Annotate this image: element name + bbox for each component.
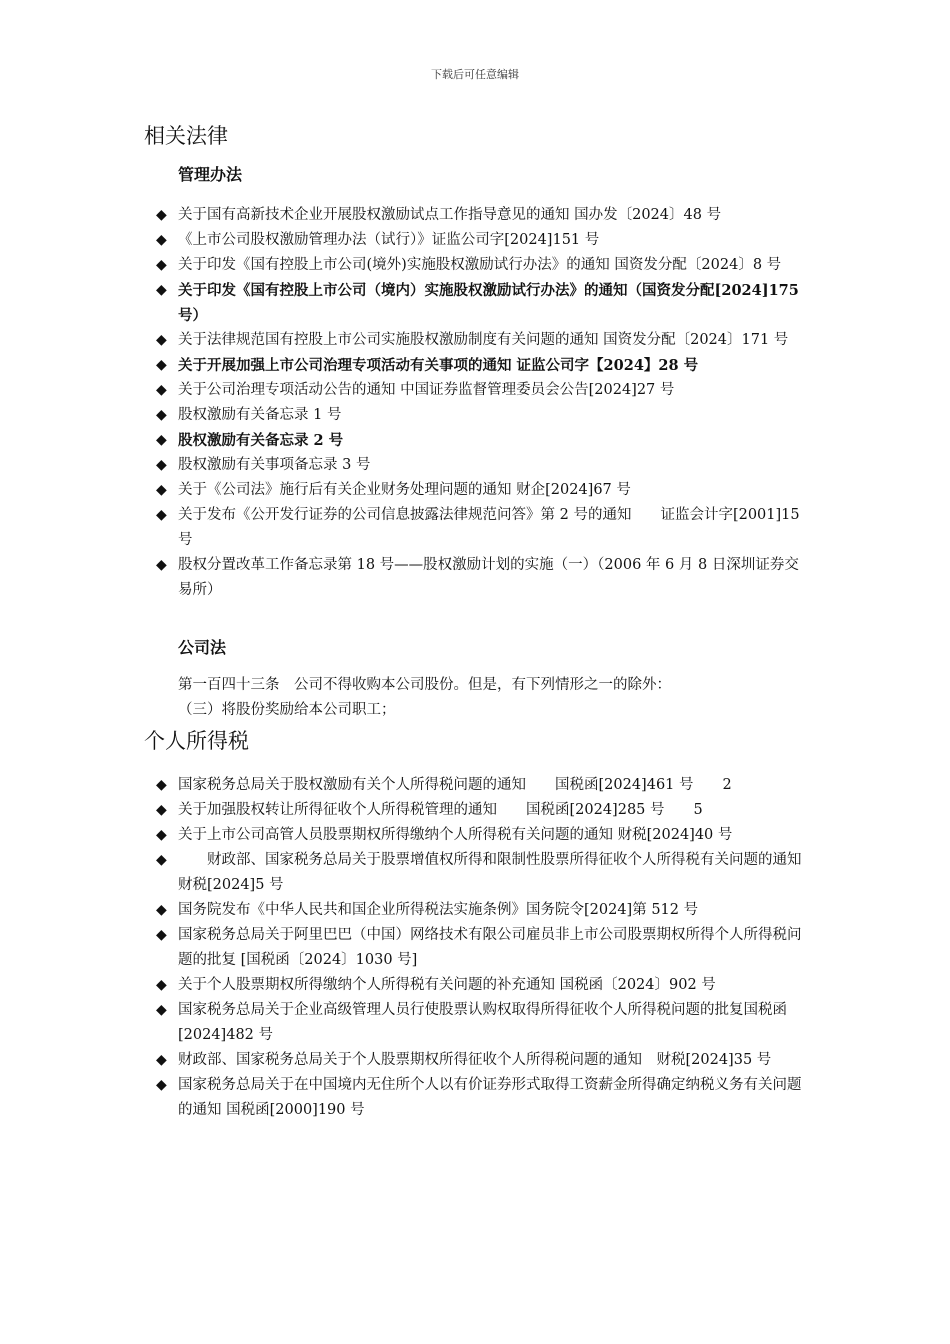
- list-item-text: 关于国有高新技术企业开展股权激励试点工作指导意见的通知 国办发〔2024〕48 号: [178, 207, 722, 223]
- list-item: [144, 203, 808, 228]
- document-body: [144, 118, 831, 1123]
- list-item: [144, 973, 808, 998]
- list-item: [144, 923, 808, 973]
- list-item-text: 国务院发布《中华人民共和国企业所得税法实施条例》国务院令[2024]第 512 号: [178, 902, 699, 918]
- list-item: [144, 898, 808, 923]
- diamond-bullet-icon: ◆: [156, 1052, 167, 1068]
- list-item-text: 《上市公司股权激励管理办法（试行）》证监公司字[2024]151 号: [178, 232, 600, 248]
- list-item: [144, 403, 808, 428]
- list-item: [144, 428, 808, 453]
- diamond-bullet-icon: ◆: [156, 457, 167, 473]
- list-item-text: 财政部、国家税务总局关于个人股票期权所得征收个人所得税问题的通知 财税[2024]35 号: [178, 1052, 772, 1068]
- list-item-text: 关于开展加强上市公司治理专项活动有关事项的通知 证监公司字【2024】28 号: [178, 357, 699, 374]
- list-item-text: 关于印发《国有控股上市公司(境外)实施股权激励试行办法》的通知 国资发分配〔2024〕8 号: [178, 257, 782, 273]
- list-item-text: 国家税务总局关于企业高级管理人员行使股票认购权取得所得征收个人所得税问题的批复国税函[2024]482 号: [178, 1002, 787, 1043]
- diamond-bullet-icon: ◆: [156, 232, 167, 248]
- diamond-bullet-icon: ◆: [156, 332, 167, 348]
- diamond-bullet-icon: ◆: [156, 902, 167, 918]
- diamond-bullet-icon: ◆: [156, 382, 167, 398]
- list-item: [144, 848, 831, 898]
- list-item: [144, 503, 808, 553]
- list-item: [144, 798, 808, 823]
- list-item-text: 关于《公司法》施行后有关企业财务处理问题的通知 财企[2024]67 号: [178, 482, 631, 498]
- diamond-bullet-icon: ◆: [156, 432, 167, 448]
- list-item-text: 关于上市公司高管人员股票期权所得缴纳个人所得税有关问题的通知 财税[2024]40 号: [178, 827, 733, 843]
- diamond-bullet-icon: ◆: [156, 1002, 167, 1018]
- law-list: [144, 203, 808, 603]
- diamond-bullet-icon: ◆: [156, 282, 167, 298]
- list-item-text: 关于个人股票期权所得缴纳个人所得税有关问题的补充通知 国税函〔2024〕902 号: [178, 977, 716, 993]
- list-item-text: 国家税务总局关于股权激励有关个人所得税问题的通知 国税函[2024]461 号 2: [178, 777, 732, 793]
- list-item: [144, 328, 808, 353]
- list-item-text: 国家税务总局关于阿里巴巴（中国）网络技术有限公司雇员非上市公司股票期权所得个人所得税问题的批复 [国税函〔2024〕1030 号]: [178, 927, 802, 968]
- diamond-bullet-icon: ◆: [156, 557, 167, 573]
- diamond-bullet-icon: ◆: [156, 777, 167, 793]
- page-header: 下载后可任意编辑: [431, 68, 519, 81]
- diamond-bullet-icon: ◆: [156, 357, 167, 373]
- list-item: [144, 353, 808, 378]
- list-item-text: 股权激励有关事项备忘录 3 号: [178, 457, 371, 473]
- diamond-bullet-icon: ◆: [156, 207, 167, 223]
- list-item: [144, 453, 808, 478]
- list-item: [144, 478, 808, 503]
- list-item-text: 关于印发《国有控股上市公司（境内）实施股权激励试行办法》的通知（国资发分配[2024]175 号）: [178, 282, 799, 324]
- diamond-bullet-icon: ◆: [156, 977, 167, 993]
- section-title-law: 相关法律: [144, 124, 228, 148]
- diamond-bullet-icon: ◆: [156, 927, 167, 943]
- diamond-bullet-icon: ◆: [156, 802, 167, 818]
- list-item: [144, 1048, 808, 1073]
- list-item-text: 财政部、国家税务总局关于股票增值权所得和限制性股票所得征收个人所得税有关问题的通知 财税[2024]5 号: [178, 852, 831, 893]
- list-item-text: 股权分置改革工作备忘录第 18 号——股权激励计划的实施（一）（2006 年 6 月 8 日深圳证券交易所）: [178, 557, 799, 598]
- diamond-bullet-icon: ◆: [156, 482, 167, 498]
- list-item-text: 关于法律规范国有控股上市公司实施股权激励制度有关问题的通知 国资发分配〔2024〕171 号: [178, 332, 789, 348]
- list-item: [144, 378, 808, 403]
- list-item: [144, 773, 808, 798]
- list-item-text: 股权激励有关备忘录 1 号: [178, 407, 342, 423]
- list-item: [144, 253, 808, 278]
- diamond-bullet-icon: ◆: [156, 507, 167, 523]
- section-title-income-tax: 个人所得税: [144, 729, 249, 753]
- diamond-bullet-icon: ◆: [156, 852, 167, 868]
- list-item-text: 关于加强股权转让所得征收个人所得税管理的通知 国税函[2024]285 号 5: [178, 802, 703, 818]
- list-item: [144, 823, 808, 848]
- list-item: [144, 1073, 808, 1123]
- diamond-bullet-icon: ◆: [156, 1077, 167, 1093]
- list-item: [144, 278, 808, 328]
- diamond-bullet-icon: ◆: [156, 827, 167, 843]
- subsection-title-company-law: 公司法: [178, 638, 227, 657]
- company-law-paragraph-2: （三）将股份奖励给本公司职工；: [178, 702, 396, 718]
- list-item-text: 股权激励有关备忘录 2 号: [178, 432, 344, 449]
- list-item: [144, 998, 808, 1048]
- list-item: [144, 228, 808, 253]
- list-item-text: 关于发布《公开发行证券的公司信息披露法律规范问答》第 2 号的通知 证监会计字[2001]15 号: [178, 507, 800, 548]
- diamond-bullet-icon: ◆: [156, 257, 167, 273]
- list-item-text: 关于公司治理专项活动公告的通知 中国证券监督管理委员会公告[2024]27 号: [178, 382, 675, 398]
- company-law-paragraph-1: 第一百四十三条 公司不得收购本公司股份。但是，有下列情形之一的除外：: [178, 677, 671, 693]
- tax-list: [144, 773, 831, 1123]
- list-item: [144, 553, 808, 603]
- subsection-title-management: 管理办法: [178, 165, 243, 184]
- list-item-text: 国家税务总局关于在中国境内无住所个人以有价证券形式取得工资薪金所得确定纳税义务有关问题的通知 国税函[2000]190 号: [178, 1077, 802, 1118]
- diamond-bullet-icon: ◆: [156, 407, 167, 423]
